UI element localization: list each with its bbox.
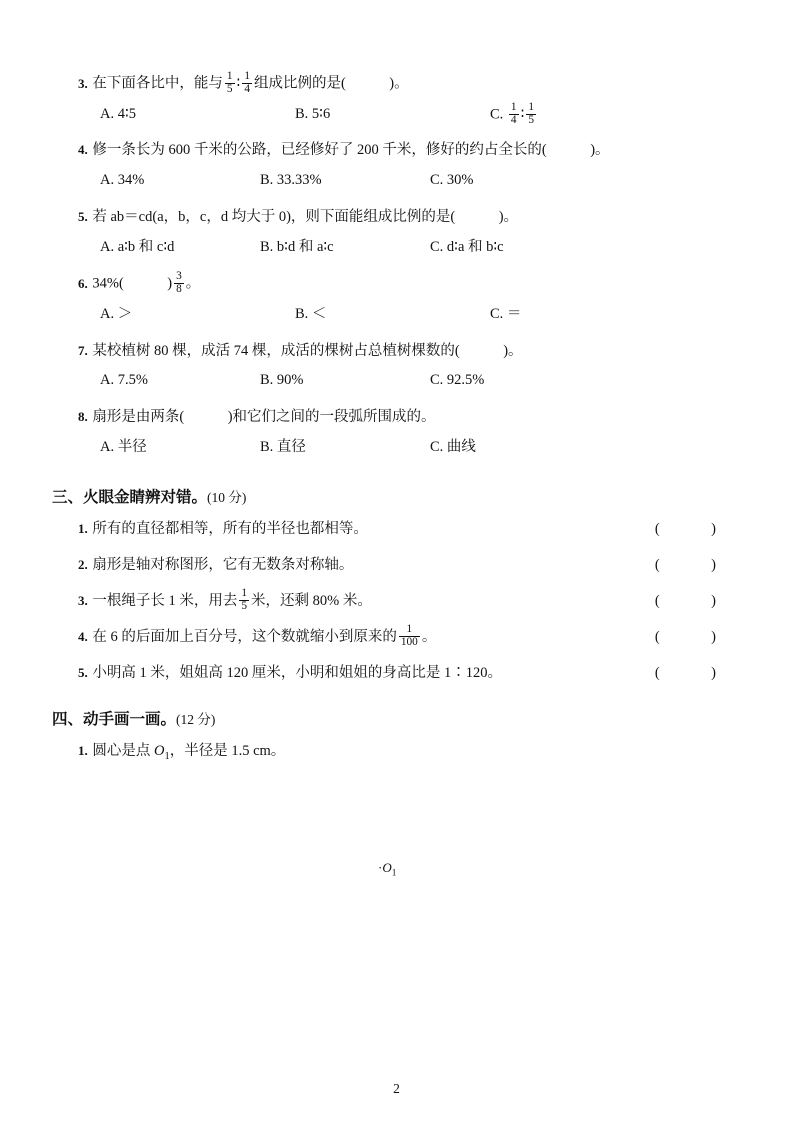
- option-a[interactable]: A. ＞: [100, 305, 133, 322]
- truefalse-item-4: [78, 625, 718, 650]
- drawing-1-number: 1.: [78, 743, 88, 759]
- question-8-text: 扇形是由两条( )和它们之间的一段弧所围成的。: [92, 409, 436, 425]
- option-c[interactable]: [490, 100, 538, 128]
- truefalse-2-number: 2.: [78, 557, 88, 573]
- numerator: 1: [510, 100, 517, 113]
- truefalse-4-answer-blank[interactable]: ( ): [654, 628, 718, 645]
- truefalse-5-text: 小明高 1 米，姐姐高 120 厘米，小明和姐姐的身高比是 1∶120。: [92, 664, 502, 681]
- question-6-stem: [78, 272, 718, 297]
- question-7-number: 7.: [78, 342, 88, 358]
- numerator: 1: [244, 70, 250, 83]
- question-5-number: 5.: [78, 208, 88, 224]
- option-b[interactable]: B. 直径: [260, 438, 306, 455]
- option-b[interactable]: B. 5∶6: [295, 105, 331, 122]
- page-content: [52, 70, 718, 922]
- denominator: 5: [241, 600, 248, 613]
- denominator: 8: [176, 283, 182, 296]
- option-b[interactable]: B. 90%: [260, 372, 304, 389]
- section-three-points: (10 分): [207, 490, 247, 506]
- question-4-stem: [78, 139, 718, 163]
- question-3-fraction-1: [225, 71, 235, 96]
- option-c-ratio-sign: ∶: [520, 106, 525, 123]
- truefalse-1-text: 所有的直径都相等，所有的半径也都相等。: [92, 521, 368, 538]
- denominator: 4: [244, 82, 250, 95]
- numerator: 1: [528, 100, 535, 113]
- truefalse-item-3: [78, 589, 718, 614]
- question-5: [78, 206, 718, 263]
- section-three-title: 三、火眼金睛辨对错。: [52, 489, 208, 507]
- question-5-stem: [78, 206, 718, 230]
- truefalse-item-2: [78, 553, 718, 578]
- drawing-1-point-label: O: [154, 743, 165, 760]
- section-four-points: (12 分): [176, 712, 216, 728]
- option-b[interactable]: B. ＜: [295, 305, 327, 322]
- denominator: 5: [528, 113, 535, 126]
- option-a[interactable]: A. 半径: [100, 438, 147, 455]
- option-c[interactable]: C. ＝: [490, 305, 522, 322]
- truefalse-item-1: [78, 517, 718, 542]
- drawing-question-1: [78, 739, 718, 766]
- option-a[interactable]: A. a∶b 和 c∶d: [100, 238, 175, 255]
- truefalse-4-number: 4.: [78, 628, 88, 644]
- section-three-heading: [52, 485, 718, 507]
- truefalse-4-text-post: 。: [421, 628, 437, 645]
- dot-icon: ·: [378, 860, 383, 876]
- question-3-stem-pre: 在下面各比中，能与: [92, 75, 223, 92]
- question-6: [78, 272, 718, 330]
- option-c-fraction-2: [526, 102, 536, 127]
- truefalse-3-number: 3.: [78, 592, 88, 608]
- drawing-area[interactable]: [78, 772, 718, 922]
- question-3-stem-post: 组成比例的是( )。: [253, 75, 409, 92]
- truefalse-4-fraction: [399, 624, 420, 649]
- option-b[interactable]: B. 33.33%: [260, 172, 322, 189]
- option-c[interactable]: C. 30%: [430, 172, 474, 189]
- page-number: 2: [393, 1081, 400, 1096]
- truefalse-3-answer-blank[interactable]: ( ): [654, 592, 718, 609]
- truefalse-1-answer-blank[interactable]: ( ): [654, 521, 718, 538]
- truefalse-3-text-post: 米，还剩 80% 米。: [251, 592, 372, 609]
- numerator: 1: [241, 587, 248, 600]
- truefalse-3-fraction: [239, 588, 249, 613]
- question-4-options: [100, 169, 718, 197]
- question-4-text: 修一条长为 600 千米的公路，已经修好了 200 千米，修好的约占全长的( )。: [92, 142, 610, 159]
- question-3-fraction-2: [242, 71, 252, 96]
- truefalse-5-answer-blank[interactable]: ( ): [654, 664, 718, 681]
- center-point-marker: [378, 860, 396, 879]
- truefalse-item-5: [78, 661, 718, 686]
- center-point-label: O: [382, 860, 392, 876]
- question-8-stem: [78, 406, 718, 430]
- numerator: 1: [406, 623, 413, 636]
- section-four-heading: [52, 707, 718, 729]
- numerator: 3: [176, 270, 182, 283]
- question-3-number: 3.: [78, 75, 88, 91]
- question-4: [78, 139, 718, 196]
- truefalse-2-answer-blank[interactable]: ( ): [654, 557, 718, 574]
- question-7-text: 某校植树 80 棵，成活 74 棵，成活的棵树占总植树棵数的( )。: [92, 342, 523, 359]
- question-7: [78, 340, 718, 397]
- question-7-options: [100, 369, 718, 397]
- option-c-label: C.: [490, 106, 507, 123]
- question-6-stem-pre: 34%( ): [92, 275, 173, 292]
- question-5-options: [100, 236, 718, 264]
- truefalse-5-number: 5.: [78, 664, 88, 680]
- option-a[interactable]: A. 34%: [100, 172, 145, 189]
- truefalse-1-number: 1.: [78, 521, 88, 537]
- section-four-title: 四、动手画一画。: [52, 711, 177, 729]
- option-c[interactable]: C. 曲线: [430, 438, 476, 455]
- drawing-1-text-post: ，半径是 1.5 cm。: [169, 743, 286, 760]
- question-4-number: 4.: [78, 142, 88, 158]
- truefalse-2-text: 扇形是轴对称图形，它有无数条对称轴。: [92, 557, 354, 574]
- question-8: [78, 406, 718, 463]
- option-c-fraction-1: [509, 102, 519, 127]
- question-3-ratio-sign: ∶: [236, 75, 241, 92]
- option-a[interactable]: A. 4∶5: [100, 105, 136, 122]
- denominator: 5: [226, 82, 233, 95]
- question-7-stem: [78, 340, 718, 364]
- truefalse-4-text-pre: 在 6 的后面加上百分号，这个数就缩小到原来的: [92, 628, 397, 645]
- question-3: [78, 72, 718, 130]
- option-b[interactable]: B. b∶d 和 a∶c: [260, 238, 334, 255]
- question-5-text: 若 ab＝cd(a，b，c，d 均大于 0)，则下面能组成比例的是( )。: [92, 208, 519, 225]
- question-3-options: [100, 100, 718, 131]
- denominator: 4: [510, 113, 517, 126]
- question-6-fraction: [174, 271, 184, 296]
- question-6-number: 6.: [78, 275, 88, 291]
- drawing-1-text-pre: 圆心是点: [92, 743, 154, 760]
- question-8-options: [100, 436, 718, 464]
- question-6-options: [100, 303, 718, 331]
- option-c[interactable]: C. d∶a 和 b∶c: [430, 238, 504, 255]
- option-a[interactable]: A. 7.5%: [100, 372, 148, 389]
- question-8-number: 8.: [78, 409, 88, 424]
- question-3-stem: [78, 72, 718, 97]
- drawing-1-point-subscript: 1: [164, 751, 170, 763]
- question-6-stem-post: 。: [185, 275, 201, 292]
- center-point-subscript: 1: [391, 868, 397, 879]
- truefalse-3-text-pre: 一根绳子长 1 米，用去: [92, 592, 238, 609]
- option-c[interactable]: C. 92.5%: [430, 372, 485, 389]
- numerator: 1: [226, 70, 233, 83]
- denominator: 100: [400, 636, 418, 649]
